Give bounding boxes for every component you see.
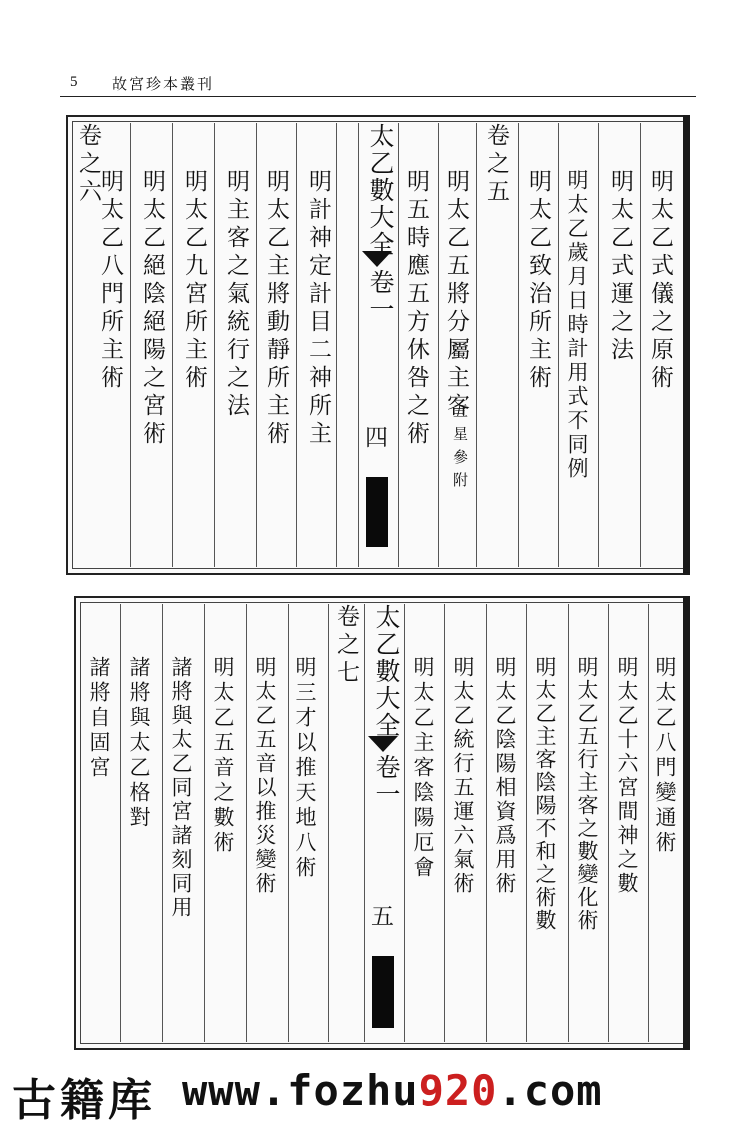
toc-entry: 明太乙式儀之原術 xyxy=(647,169,673,393)
toc-entry: 明太乙五行主客之數變化術 xyxy=(575,656,599,932)
toc-entry: 明五時應五方休咎之術 xyxy=(403,169,429,449)
book-title: 太乙數大全 xyxy=(372,604,401,739)
column-rule xyxy=(404,604,405,1042)
toc-entry: 明太乙陰陽相資爲用術 xyxy=(493,656,517,896)
toc-entry: 明太乙主將動靜所主術 xyxy=(263,169,289,449)
toc-entry: 明太乙式運之法 xyxy=(607,169,633,365)
toc-annotation: 五星參附 xyxy=(451,403,469,495)
chapter-label: 卷一 xyxy=(366,269,395,323)
black-mouth xyxy=(366,477,388,547)
page-number: 5 xyxy=(70,74,78,90)
toc-entry: 明太乙統行五運六氣術 xyxy=(451,656,475,896)
column-rule xyxy=(214,123,215,567)
toc-entry: 明太乙九宮所主術 xyxy=(181,169,207,393)
column-rule xyxy=(526,604,527,1042)
toc-entry: 明太乙歲月日時計用式不同例 xyxy=(565,169,589,481)
column-rule xyxy=(648,604,649,1042)
site-url xyxy=(182,1066,603,1115)
chapter-label: 卷一 xyxy=(372,754,401,808)
column-rule xyxy=(130,123,131,567)
volume-heading: 卷之七 xyxy=(333,604,359,688)
column-rule xyxy=(486,604,487,1042)
black-mouth xyxy=(372,956,394,1028)
toc-entry: 明太乙八門所主術 xyxy=(97,169,123,393)
url-brand: fozhu xyxy=(287,1066,419,1115)
column-rule xyxy=(444,604,445,1042)
bottom-leaf-binding-edge xyxy=(683,596,690,1050)
toc-entry: 明太乙主客陰陽厄會 xyxy=(411,656,435,881)
column-rule xyxy=(568,604,569,1042)
toc-entry: 明太乙致治所主術 xyxy=(525,169,551,393)
series-title: 故宮珍本叢刊 xyxy=(112,75,215,93)
column-rule xyxy=(296,123,297,567)
column-rule xyxy=(328,604,329,1042)
toc-entry: 明三才以推天地八術 xyxy=(293,656,317,881)
column-rule xyxy=(518,123,519,567)
top-leaf xyxy=(66,115,690,575)
column-rule xyxy=(120,604,121,1042)
column-rule xyxy=(204,604,205,1042)
toc-entry: 諸將與太乙同宮諸刻同用 xyxy=(169,656,193,920)
fish-tail-mark xyxy=(362,251,392,269)
toc-entry: 明計神定計目二神所主 xyxy=(305,169,331,449)
top-leaf-binding-edge xyxy=(683,115,690,575)
toc-entry: 明太乙絕陰絕陽之宮術 xyxy=(139,169,165,449)
column-rule xyxy=(336,123,337,567)
header-rule xyxy=(60,96,696,97)
column-rule xyxy=(364,604,365,1042)
bottom-leaf xyxy=(74,596,690,1050)
column-rule xyxy=(640,123,641,567)
column-rule xyxy=(256,123,257,567)
toc-entry: 明主客之氣統行之法 xyxy=(223,169,249,421)
column-rule xyxy=(398,123,399,567)
column-rule xyxy=(558,123,559,567)
toc-entry: 明太乙五音以推災變術 xyxy=(253,656,277,896)
column-rule xyxy=(438,123,439,567)
column-rule xyxy=(608,604,609,1042)
watermark-footer xyxy=(12,1062,732,1126)
toc-entry: 明太乙主客陰陽不和之術數 xyxy=(533,656,557,932)
site-logo-text: 古籍库 xyxy=(12,1075,156,1126)
toc-entry: 明太乙五音之數術 xyxy=(211,656,235,856)
url-number: 920 xyxy=(418,1066,498,1115)
page-header xyxy=(60,72,696,96)
url-prefix: www. xyxy=(182,1066,288,1115)
column-rule xyxy=(172,123,173,567)
volume-heading: 卷之五 xyxy=(483,123,509,207)
column-rule xyxy=(476,123,477,567)
leaf-page-number: 五 xyxy=(371,904,394,930)
column-rule xyxy=(598,123,599,567)
leaf-page-number: 四 xyxy=(365,425,388,451)
column-rule xyxy=(358,123,359,567)
column-rule xyxy=(246,604,247,1042)
toc-entry: 明太乙八門變通術 xyxy=(653,656,677,856)
url-suffix: .com xyxy=(497,1066,603,1115)
toc-entry: 明太乙十六宮間神之數 xyxy=(615,656,639,896)
book-title: 太乙數大全 xyxy=(366,123,395,258)
toc-entry: 明太乙五將分屬主客 xyxy=(443,169,469,421)
column-rule xyxy=(162,604,163,1042)
fish-tail-mark xyxy=(368,736,398,754)
column-rule xyxy=(288,604,289,1042)
toc-entry: 諸將自固宮 xyxy=(87,656,111,781)
toc-entry: 諸將與太乙格對 xyxy=(127,656,151,831)
volume-heading: 卷之六 xyxy=(75,123,101,207)
